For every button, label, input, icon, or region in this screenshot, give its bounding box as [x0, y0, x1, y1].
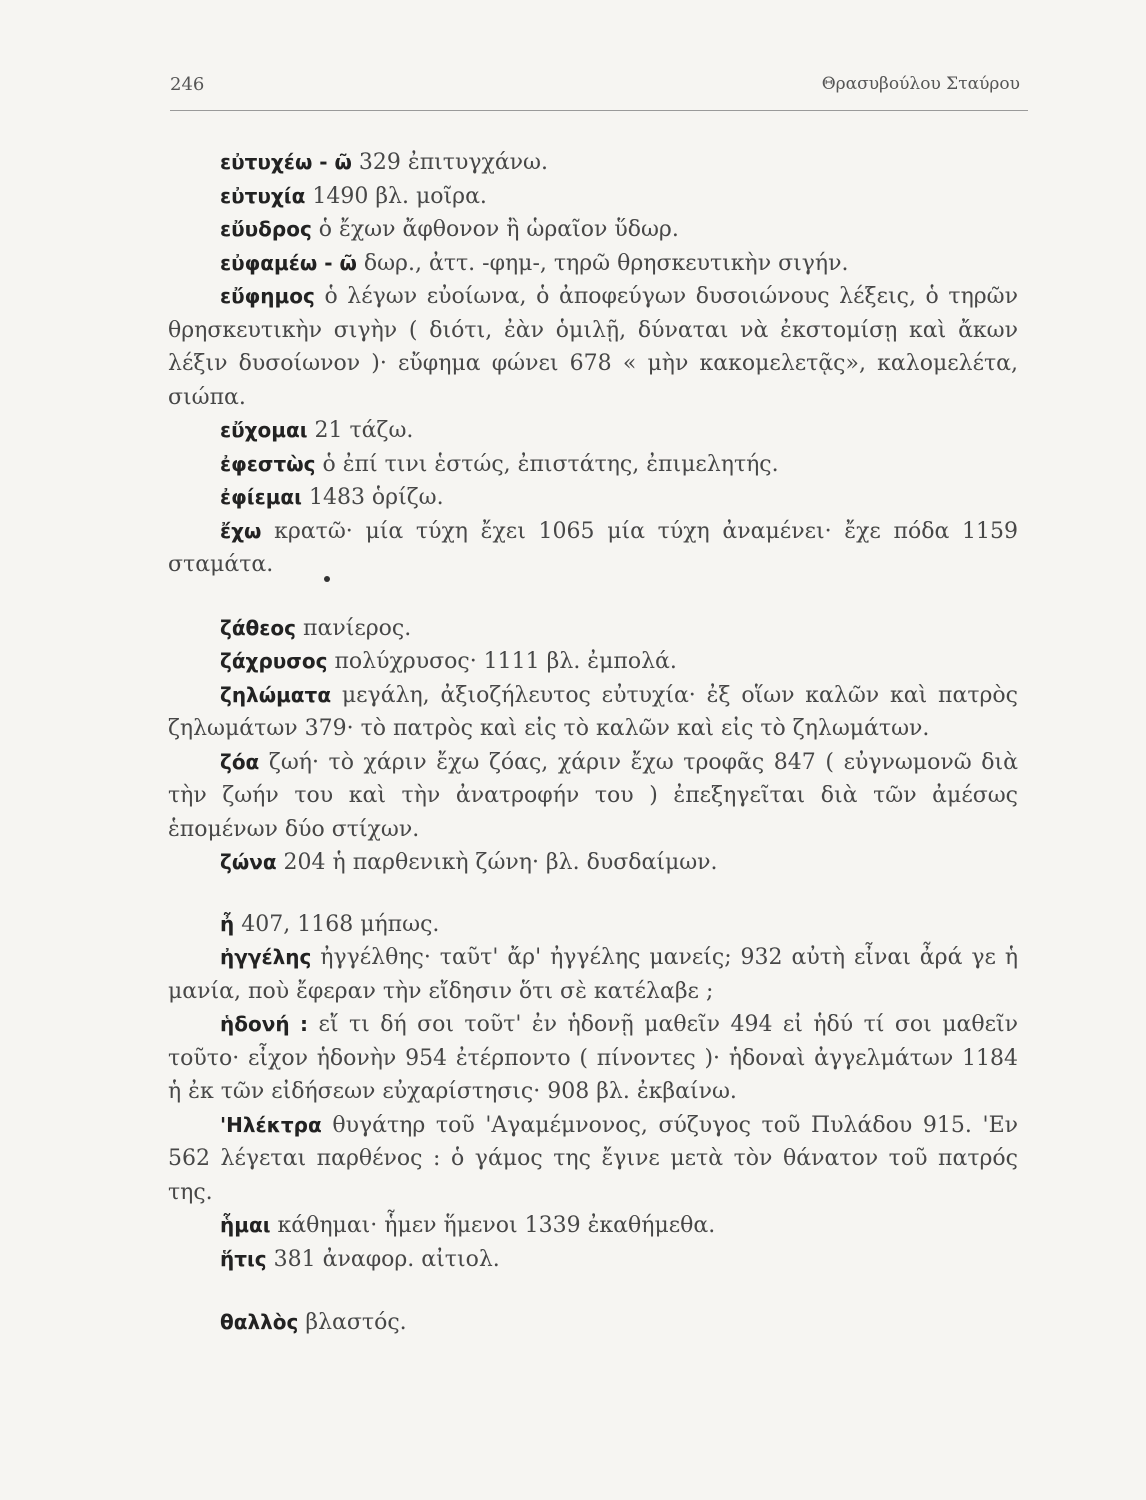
definition: 329 ἐπιτυγχάνω. [351, 150, 548, 175]
entry [168, 645, 1018, 679]
definition: ὁ ἔχων ἄφθονον ἢ ὡραῖον ὕδωρ. [311, 217, 679, 242]
definition: ζωή· τὸ χάριν ἔχω ζόας, χάριν ἔχω τροφᾶς 847 ( εὐγνωμονῶ διὰ τὴν ζωήν του καὶ τὴν ἀνατροφήν του ) ἐπεξηγεῖται διὰ τῶν ἀμέσως ἑπομένων δύο στίχων. [168, 749, 1018, 842]
lemma: ζώνα [220, 850, 277, 874]
lemma: ἔχω [220, 518, 262, 543]
entry [168, 247, 1018, 281]
separator-dot [324, 576, 330, 582]
entry [168, 1243, 1018, 1277]
section-gap [168, 880, 1018, 908]
entry [168, 941, 1018, 1008]
lemma: ζηλώματα [220, 682, 332, 707]
definition: πολύχρυσος· 1111 βλ. ἐμπολά. [327, 649, 677, 674]
entry [168, 515, 1018, 582]
entry [168, 1008, 1018, 1109]
definition: βλαστός. [298, 1310, 407, 1335]
page-header [170, 74, 1020, 104]
lemma: εὔχομαι [220, 418, 308, 442]
definition: 1483 ὁρίζω. [301, 485, 444, 510]
lemma: εὐφαμέω - ῶ [220, 250, 357, 275]
glossary-entries [168, 146, 1018, 1340]
definition: κρατῶ· μία τύχη ἔχει 1065 μία τύχη ἀναμένει· ἔχε πόδα 1159 σταμάτα. [168, 518, 1018, 577]
lemma: ἐφίεμαι [220, 485, 302, 509]
definition: 407, 1168 μήπως. [234, 911, 440, 937]
definition: 381 ἀναφορ. αἰτιολ. [266, 1246, 500, 1272]
lemma: ἡδονή : [220, 1012, 309, 1036]
lemma: 'Ηλέκτρα [220, 1112, 322, 1137]
definition: ὁ λέγων εὐοίωνα, ὁ ἀποφεύγων δυσοιώνους λέξεις, ὁ τηρῶν θρησκευτικὴν σιγὴν ( διότι, ἐὰν ὁμιλῇ, δύναται νὰ ἐκστομίσῃ καὶ ἄκων λέξιν δυσοίωνον )· εὔφημα φώνει 678 « μὴν κακομελετᾷς», καλομελέτα, σιώπα. [168, 284, 1018, 410]
lemma: εὔυδρος [220, 217, 312, 241]
definition: θυγάτηρ τοῦ 'Αγαμέμνονος, σύζυγος τοῦ Πυλάδου 915. 'Εν 562 λέγεται παρθένος : ὁ γάμος της ἔγινε μετὰ τὸν θάνατον τοῦ πατρός της. [168, 1112, 1018, 1205]
lemma: ζάχρυσος [220, 649, 328, 673]
lemma: ζόα [220, 749, 260, 774]
lemma: θαλλὸς [220, 1310, 299, 1334]
entry [168, 1306, 1018, 1340]
lemma: εὔφημος [220, 284, 315, 308]
entry [168, 448, 1018, 482]
header-rule [170, 110, 1028, 111]
entry [168, 146, 1018, 180]
entry [168, 612, 1018, 646]
entry [168, 1209, 1018, 1243]
lemma: ἦ [220, 911, 235, 936]
definition: 204 ἡ παρθενικὴ ζώνη· βλ. δυσδαίμων. [276, 850, 718, 875]
entry [168, 679, 1018, 746]
lemma: ἧμαι [220, 1213, 271, 1237]
lemma: εὐτυχέω - ῶ [220, 150, 352, 174]
definition: μεγάλη, ἀξιοζήλευτος εὐτυχία· ἐξ οἵων καλῶν καὶ πατρὸς ζηλωμάτων 379· τὸ πατρὸς καὶ εἰς τὸ καλῶν καὶ εἰς τὸ ζηλωμάτων. [168, 682, 1018, 741]
entry [168, 481, 1018, 515]
page-number: 246 [170, 74, 205, 95]
definition: δωρ., ἀττ. -φημ-, τηρῶ θρησκευτικὴν σιγήν. [356, 250, 849, 276]
section-gap [168, 1276, 1018, 1306]
definition: κάθημαι· ἧμεν ἥμενοι 1339 ἐκαθήμεθα. [270, 1213, 716, 1238]
definition: ἠγγέλθης· ταῦτ' ἄρ' ἠγγέλης μανείς; 932 αὐτὴ εἶναι ἆρά γε ἡ μανία, ποὺ ἔφεραν τὴν εἴδησιν ὅτι σὲ κατέλαβε ; [168, 945, 1018, 1004]
entry [168, 280, 1018, 414]
entry [168, 746, 1018, 847]
section-separator [168, 582, 1018, 612]
definition: εἴ τι δή σοι τοῦτ' ἐν ἡδονῇ μαθεῖν 494 εἰ ἡδύ τί σοι μαθεῖν τοῦτο· εἶχον ἡδονὴν 954 ἐτέρποντο ( πίνοντες )· ἡδοναὶ ἀγγελμάτων 1184 ἡ ἐκ τῶν εἰδήσεων εὐχαρίστησις· 908 βλ. ἐκβαίνω. [168, 1012, 1019, 1104]
definition: 1490 βλ. μοῖρα. [305, 183, 487, 209]
entry [168, 180, 1018, 214]
entry [168, 846, 1018, 880]
definition: 21 τάζω. [307, 418, 414, 443]
running-title: Θρασυβούλου Σταύρου [821, 74, 1020, 94]
lemma: ἥτις [220, 1246, 267, 1271]
entry [168, 1109, 1018, 1210]
definition: ὁ ἐπί τινι ἑστώς, ἐπιστάτης, ἐπιμελητής. [315, 451, 779, 477]
lemma: ἠγγέλης [220, 945, 312, 969]
lemma: ἐφεστὼς [220, 451, 316, 476]
lemma: εὐτυχία [220, 183, 306, 208]
entry [168, 414, 1018, 448]
definition: πανίερος. [296, 615, 412, 641]
entry [168, 908, 1018, 942]
entry [168, 213, 1018, 247]
lemma: ζάθεος [220, 615, 297, 640]
